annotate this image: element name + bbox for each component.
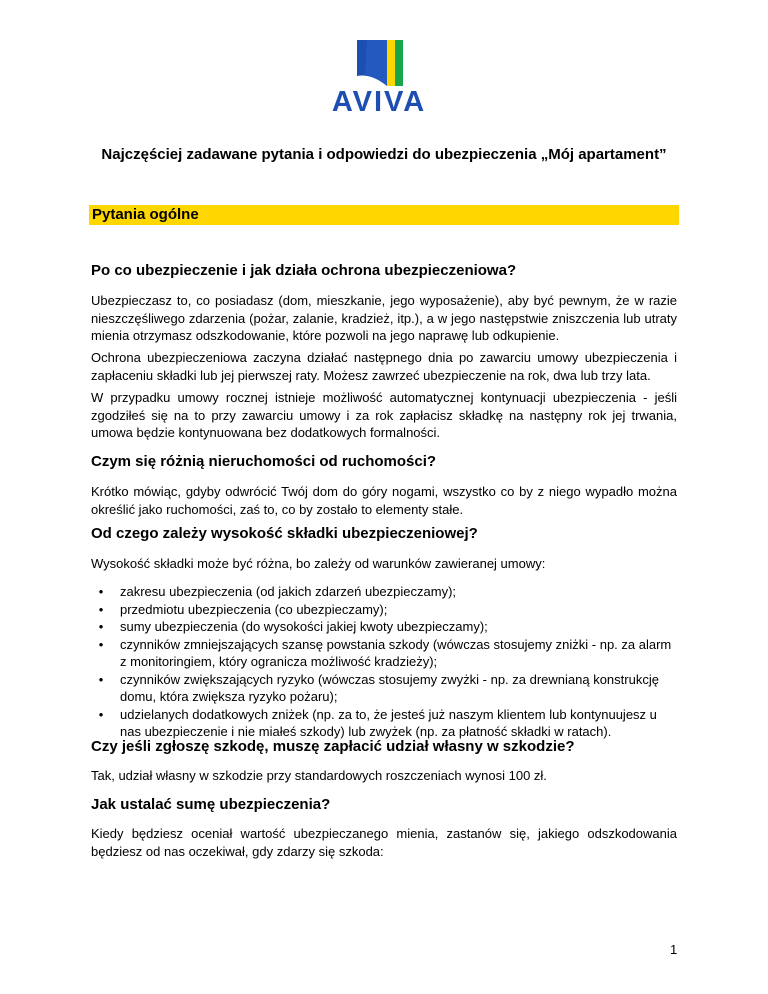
list-item-text: sumy ubezpieczenia (do wysokości jakiej kwoty ubezpieczamy);	[120, 619, 488, 634]
bullet-icon: •	[98, 601, 104, 617]
list-item-text: czynników zwiększających ryzyko (wówczas stosujemy zwyżki - np. za drewnianą konstrukcję domu, która zwiększa ryzyko pożaru);	[120, 671, 659, 704]
list-item-text: udzielanych dodatkowych zniżek (np. za to, że jesteś już naszym klientem lub kontynuujesz u nas ubezpieczenie i nie miałeś szkody) lub zwyżek (np. za płatność składki w ratach).	[120, 706, 657, 739]
faq-answer-paragraph: Ochrona ubezpieczeniowa zaczyna działać następnego dnia po zawarciu umowy ubezpieczenia i zapłaceniu składki lub jej pierwszej raty. Możesz zawrzeć ubezpieczenie na rok, dwa lub trzy lata.	[91, 350, 677, 383]
page-number: 1	[670, 942, 678, 957]
aviva-flag-icon	[357, 40, 403, 86]
faq-question: Po co ubezpieczenie i jak działa ochrona ubezpieczeniowa?	[91, 262, 517, 279]
faq-answer-paragraph: Tak, udział własny w szkodzie przy standardowych roszczeniach wynosi 100 zł.	[91, 768, 547, 783]
premium-factors-list	[91, 583, 677, 741]
list-item	[91, 636, 677, 671]
bullet-icon: •	[98, 619, 104, 634]
list-item-text: zakresu ubezpieczenia (od jakich zdarzeń ubezpieczamy);	[120, 584, 457, 599]
list-item	[91, 583, 677, 601]
faq-question: Jak ustalać sumę ubezpieczenia?	[91, 796, 331, 813]
bullet-icon: •	[98, 584, 104, 599]
list-item	[91, 671, 677, 706]
list-item-text: czynników zmniejszających szansę powstania szkody (wówczas stosujemy zniżki - np. za alarm z monitoringiem, który ogranicza możliwość kradzieży);	[120, 636, 672, 669]
bullet-icon: •	[98, 671, 104, 687]
list-item	[91, 618, 677, 636]
list-item	[91, 601, 677, 619]
faq-answer-paragraph: Kiedy będziesz oceniał wartość ubezpieczanego mienia, zastanów się, jakiego odszkodowania będziesz od nas oczekiwał, gdy zdarzy się szkoda:	[91, 826, 677, 859]
faq-question: Czym się różnią nieruchomości od ruchomości?	[91, 453, 437, 470]
faq-answer-paragraph: Wysokość składki może być różna, bo zależy od warunków zawieranej umowy:	[91, 556, 546, 571]
document-title: Najczęściej zadawane pytania i odpowiedzi do ubezpieczenia „Mój apartament”	[101, 146, 667, 163]
faq-answer-paragraph: Ubezpieczasz to, co posiadasz (dom, mieszkanie, jego wyposażenie), aby być pewnym, że w razie nieszczęśliwego zdarzenia (pożar, zalanie, kradzież, itp.), a w jego następstwie zniszczenia lub utraty mienia otrzymasz odszkodowanie, które pozwoli na jego naprawę lub odkupienie.	[91, 293, 677, 343]
aviva-wordmark: AVIVA	[331, 86, 427, 118]
bullet-icon: •	[98, 706, 104, 722]
list-item-text: przedmiotu ubezpieczenia (co ubezpieczamy);	[120, 601, 388, 617]
bullet-icon: •	[98, 636, 104, 652]
section-title: Pytania ogólne	[92, 206, 199, 223]
faq-answer-paragraph: W przypadku umowy rocznej istnieje możliwość automatycznej kontynuacji ubezpieczenia - jeśli zgodziłeś się na to przy zawarciu umowy i za rok zapłacisz składkę na następny rok jej trwania, umowa będzie kontynuowana bez dodatkowych formalności.	[91, 390, 677, 440]
list-item	[91, 706, 677, 741]
faq-question: Czy jeśli zgłoszę szkodę, muszę zapłacić udział własny w szkodzie?	[91, 738, 575, 755]
faq-question: Od czego zależy wysokość składki ubezpieczeniowej?	[91, 525, 478, 542]
faq-answer-paragraph: Krótko mówiąc, gdyby odwrócić Twój dom do góry nogami, wszystko co by z niego wypadło można określić jako ruchomości, zaś to, co by zostało to elementy stałe.	[91, 484, 677, 517]
aviva-logo	[322, 40, 436, 120]
section-header	[89, 205, 679, 225]
